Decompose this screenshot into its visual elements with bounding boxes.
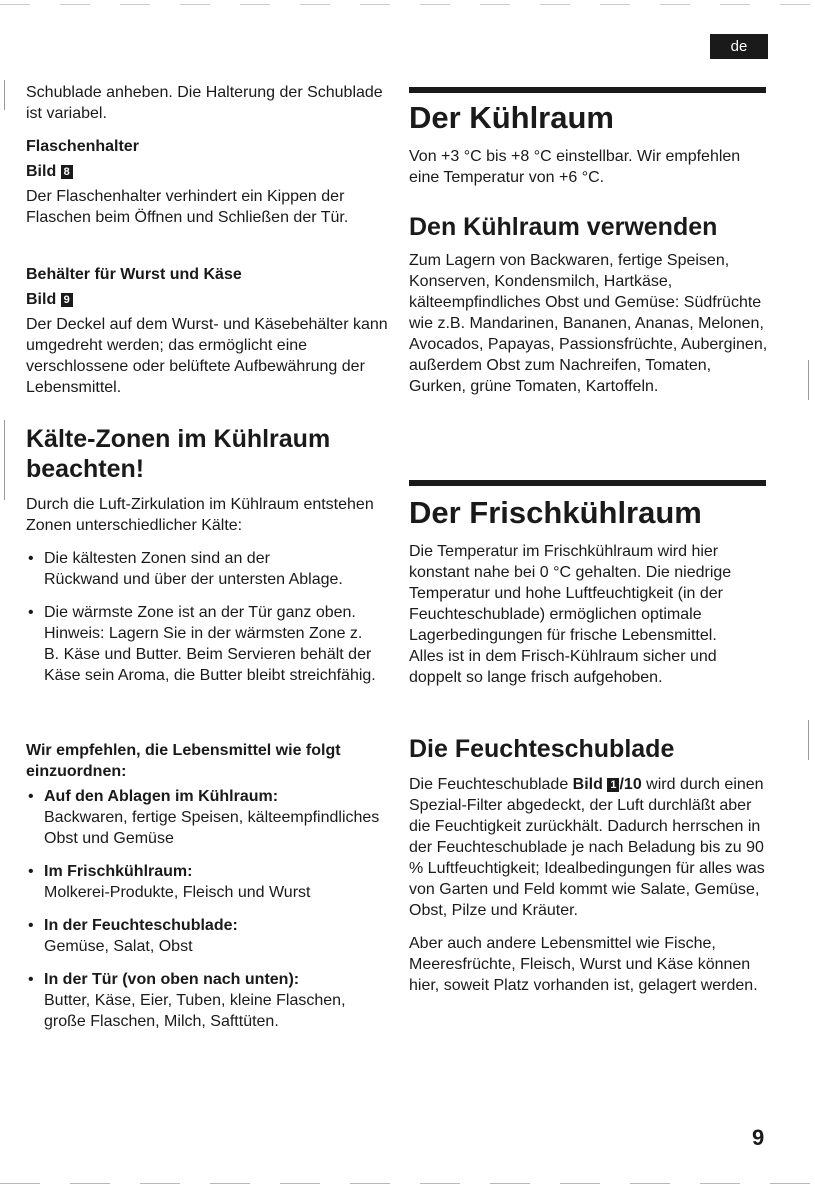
intro-text: Schublade anheben. Die Halterung der Schublade ist variabel. — [26, 84, 383, 122]
page-number: 9 — [752, 1125, 765, 1150]
frisch-heading: Der Frischkühlraum — [409, 495, 702, 530]
frisch-text-2: Alles ist in dem Frisch-Kühlraum sicher und doppelt so lange frisch aufgehoben. — [409, 648, 717, 686]
list-item: • Die wärmste Zone ist an der Tür ganz oben. Hinweis: Lagern Sie in der wärmsten Zone z. B. Käse und Butter. Beim Servieren behält der Käse sein Aroma, die Butter bleibt streichfähig. — [26, 602, 388, 686]
list-item-heading: • Auf den Ablagen im Kühlraum: — [44, 788, 279, 805]
verwenden-text: Zum Lagern von Backwaren, fertige Speisen, Konserven, Kondensmilch, Hartkäse, kälteempfindliches Obst und Gemüse: Südfrüchte wie z.B. Mandarinen, Bananen, Ananas, Melonen, Avocados, Papayas, Passionsfrüchte, Auberginen, außerdem Obst zum Nachreifen, Tomaten, Gurken, grüne Tomaten, Kartoffeln. — [409, 252, 768, 395]
flaschenhalter-heading: Flaschenhalter — [26, 138, 139, 155]
figure-number-badge: 1 — [607, 778, 619, 792]
scan-top-edge — [0, 4, 815, 5]
frisch-text: Die Temperatur im Frischkühlraum wird hier konstant nahe bei 0 °C gehalten. Die niedrige Temperatur und hohe Luftfeuchtigkeit (in der Feuchteschublade) ermöglichen optimale Lagerbedingungen für frische Lebensmittel. — [409, 543, 732, 644]
scan-bottom-edge — [0, 1183, 815, 1184]
figure-number-badge: 9 — [61, 293, 73, 307]
figure-number-badge: 8 — [61, 165, 73, 179]
feuchte-text — [409, 774, 769, 921]
section-rule — [409, 87, 766, 93]
zonen-text: Durch die Luft-Zirkulation im Kühlraum entstehen Zonen unterschiedlicher Kälte: — [26, 496, 374, 534]
figure-ref-label: Bild — [26, 163, 57, 180]
language-tab: de — [710, 34, 768, 59]
figure-ref-label: Bild — [572, 776, 603, 793]
scan-right-mark — [808, 360, 809, 400]
behaelter-section — [26, 264, 388, 398]
zonen-heading: Kälte-Zonen im Kühlraum beachten! — [26, 425, 331, 483]
scan-right-mark — [808, 720, 809, 760]
list-item — [26, 969, 388, 1032]
list-item — [26, 861, 388, 903]
kuehlraum-section — [409, 100, 769, 188]
verwenden-heading: Den Kühlraum verwenden — [409, 213, 718, 241]
flaschenhalter-section — [26, 136, 388, 228]
verwenden-section — [409, 212, 769, 397]
list-item-heading: • In der Feuchteschublade: — [44, 917, 238, 934]
list-item-text: Butter, Käse, Eier, Tuben, kleine Flaschen, große Flaschen, Milch, Safttüten. — [44, 992, 346, 1030]
frisch-section — [409, 495, 769, 688]
list-item-heading: • Im Frischkühlraum: — [44, 863, 193, 880]
feuchte-text-rest: wird durch einen Spezial-Filter abgedeckt, der Luft durchläßt aber die Feuchtigkeit zurückhält. Dadurch herrschen in der Feuchteschublade je nach Beladung bis zu 90 % Luftfeuchtigkeit; Idealbedingungen für alles was von Garten und Feld kommt wie Salate, Gemüse, Obst, Pilze und Kräuter. — [409, 776, 765, 919]
list-item-text: Molkerei-Produkte, Fleisch und Wurst — [44, 884, 311, 901]
scan-left-mark — [4, 420, 5, 500]
list-item — [26, 786, 388, 849]
scan-left-mark — [4, 80, 5, 110]
list-item-text: Backwaren, fertige Speisen, kälteempfindliches Obst und Gemüse — [44, 809, 380, 847]
figure-ref — [26, 161, 388, 182]
figure-ref-label: Bild — [26, 291, 57, 308]
empfehlen-list — [26, 786, 388, 1032]
behaelter-heading: Behälter für Wurst und Käse — [26, 266, 242, 283]
section-rule — [409, 480, 766, 486]
figure-ref — [26, 289, 388, 310]
behaelter-text: Der Deckel auf dem Wurst- und Käsebehälter kann umgedreht werden; das ermöglicht eine verschlossene oder belüftete Aufbewährung der Lebensmittel. — [26, 316, 388, 396]
feuchte-section — [409, 734, 769, 996]
zonen-section — [26, 424, 388, 686]
empfehlen-section — [26, 740, 388, 1032]
list-item — [26, 915, 388, 957]
kuehlraum-heading: Der Kühlraum — [409, 100, 614, 135]
figure-ref-suffix: /10 — [619, 776, 642, 793]
feuchte-text-start: Die Feuchteschublade — [409, 776, 569, 793]
empfehlen-heading: Wir empfehlen, die Lebensmittel wie folgt einzuordnen: — [26, 742, 341, 780]
feuchte-text-2: Aber auch andere Lebensmittel wie Fische, Meeresfrüchte, Fleisch, Wurst und Käse können hier, soweit Platz vorhanden ist, gelagert werden. — [409, 935, 758, 994]
kuehlraum-text: Von +3 °C bis +8 °C einstellbar. Wir empfehlen eine Temperatur von +6 °C. — [409, 148, 741, 186]
flaschenhalter-text: Der Flaschenhalter verhindert ein Kippen der Flaschen beim Öffnen und Schließen der Tür. — [26, 188, 349, 226]
list-item: • Die kältesten Zonen sind an der Rückwand und über der untersten Ablage. — [26, 548, 388, 590]
zonen-list — [26, 548, 388, 686]
list-item-text: Gemüse, Salat, Obst — [44, 938, 193, 955]
feuchte-heading: Die Feuchteschublade — [409, 735, 675, 763]
figure-ref — [573, 776, 642, 793]
list-item-heading: • In der Tür (von oben nach unten): — [44, 971, 300, 988]
